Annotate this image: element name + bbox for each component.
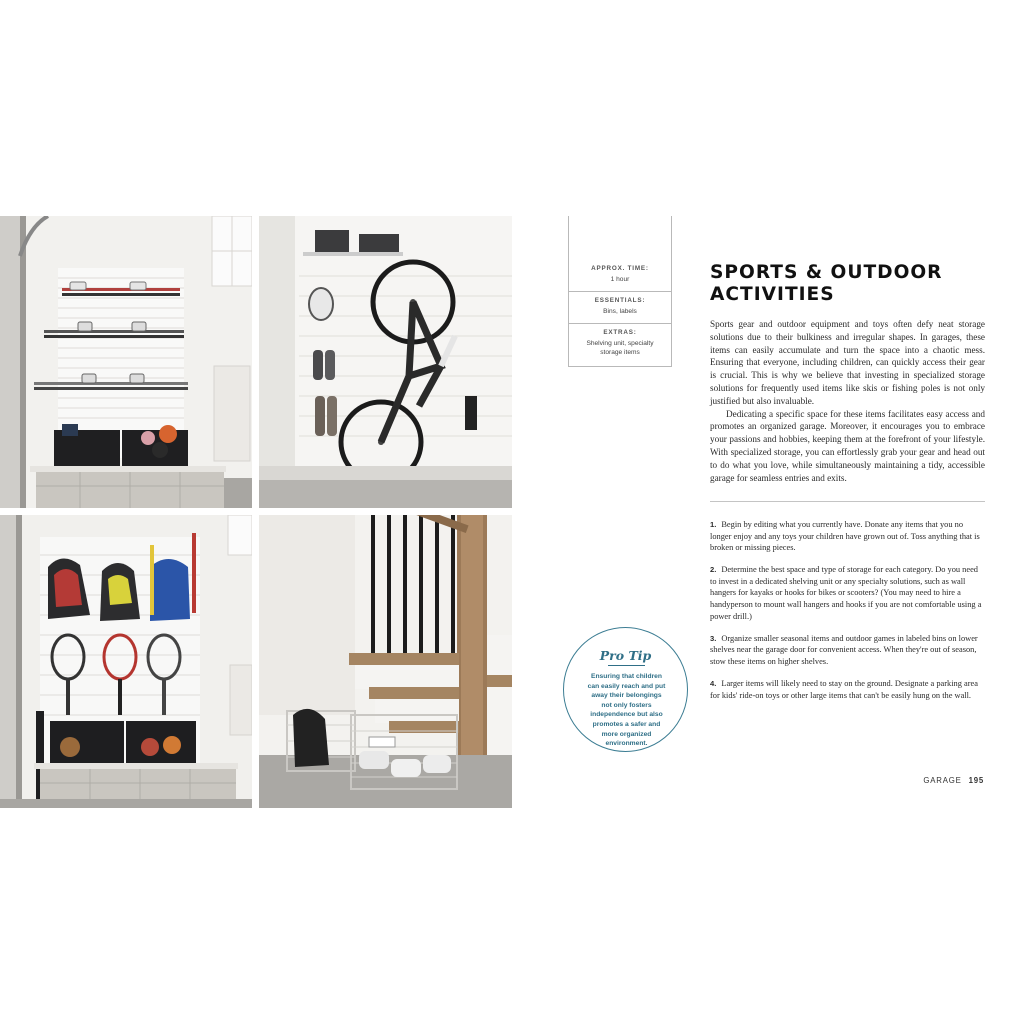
photo-basket-storage: [259, 515, 512, 808]
step-item: [710, 519, 982, 554]
footer-section-name: GARAGE: [923, 776, 962, 785]
approx-time-section: [569, 265, 671, 284]
section-divider: [710, 501, 985, 502]
pro-tip-title: Pro Tip: [599, 648, 652, 663]
step-number: 4.: [710, 679, 717, 689]
pro-tip-underline: [608, 665, 645, 666]
step-item: [710, 678, 982, 701]
step-number: 2.: [710, 565, 717, 575]
approx-time-value: 1 hour: [610, 276, 630, 283]
page-footer: [923, 776, 984, 785]
step-text: Determine the best space and type of storage for each category. Do you need to invest in a dedicated shelving unit or any specialty solutions, such as wall hangers for kayaks or hooks for bikes or scooters? (You may need to hire a handyperson to mount wall hangers and hooks if you are not comfortable using a power drill.): [710, 565, 982, 621]
pro-tip-text: Ensuring that children can easily reach and put away their belongings not only fosters independence but also promotes a safer and more organized environment.: [587, 673, 666, 748]
photo-ski-storage: [0, 216, 252, 508]
essentials-value: Bins, labels: [603, 308, 637, 315]
pro-tip-callout: [563, 627, 688, 752]
step-number: 3.: [710, 633, 717, 643]
project-info-box: [568, 216, 672, 367]
essentials-label: ESSENTIALS:: [594, 297, 646, 304]
photo-racket-storage: [0, 515, 252, 808]
info-divider: [569, 291, 671, 292]
step-item: [710, 633, 982, 668]
section-title: [710, 262, 970, 306]
extras-value: Shelving unit, specialty storage items: [586, 340, 654, 356]
step-text: Organize smaller seasonal items and outdoor games in labeled bins on lower shelves near the garage door for convenient access. When they're out of season, stow these items on higher shelves.: [710, 633, 978, 666]
body-text: [710, 318, 985, 484]
photo-bike-storage: [259, 216, 512, 508]
step-item: [710, 564, 982, 622]
body-paragraph: Sports gear and outdoor equipment and toys often defy neat storage solutions due to their bulkiness and irregular shapes. In garages, these items can easily accumulate and turn the space into a chaotic mess. Ensuring that everyone, including children, can quickly access their gear is crucial. This is why we believe that investing in specialized storage solutions for frequently used items like skis or fishing poles is not only justified but also invaluable.: [710, 319, 985, 406]
essentials-section: [569, 297, 671, 316]
body-paragraph: Dedicating a specific space for these items facilitates easy access and promotes an organized garage. Moreover, it encourages you to embrace your passions and hobbies, keeping them at the forefront of your lifestyle. With specialized storage, you can effortlessly grab your gear and head out to do what you love, while simultaneously maintaining a tidy, accessible garage for seamless entries and exits.: [710, 408, 985, 483]
step-text: Larger items will likely need to stay on the ground. Designate a parking area for kids' ride-on toys or other large items that can't be easily hung on the wall.: [710, 679, 978, 700]
page-number: 195: [968, 776, 984, 785]
section-title-line-2: ACTIVITIES: [710, 284, 835, 305]
step-text: Begin by editing what you currently have. Donate any items that you no longer enjoy and any toys your children have grown out of. Toss anything that is broken or missing pieces.: [710, 520, 980, 553]
steps-list: [710, 519, 982, 712]
approx-time-label: APPROX. TIME:: [591, 265, 649, 272]
step-number: 1.: [710, 520, 717, 529]
extras-section: [569, 329, 671, 357]
extras-label: EXTRAS:: [603, 329, 637, 336]
info-divider: [569, 323, 671, 324]
section-title-line-1: SPORTS & OUTDOOR: [710, 262, 943, 283]
